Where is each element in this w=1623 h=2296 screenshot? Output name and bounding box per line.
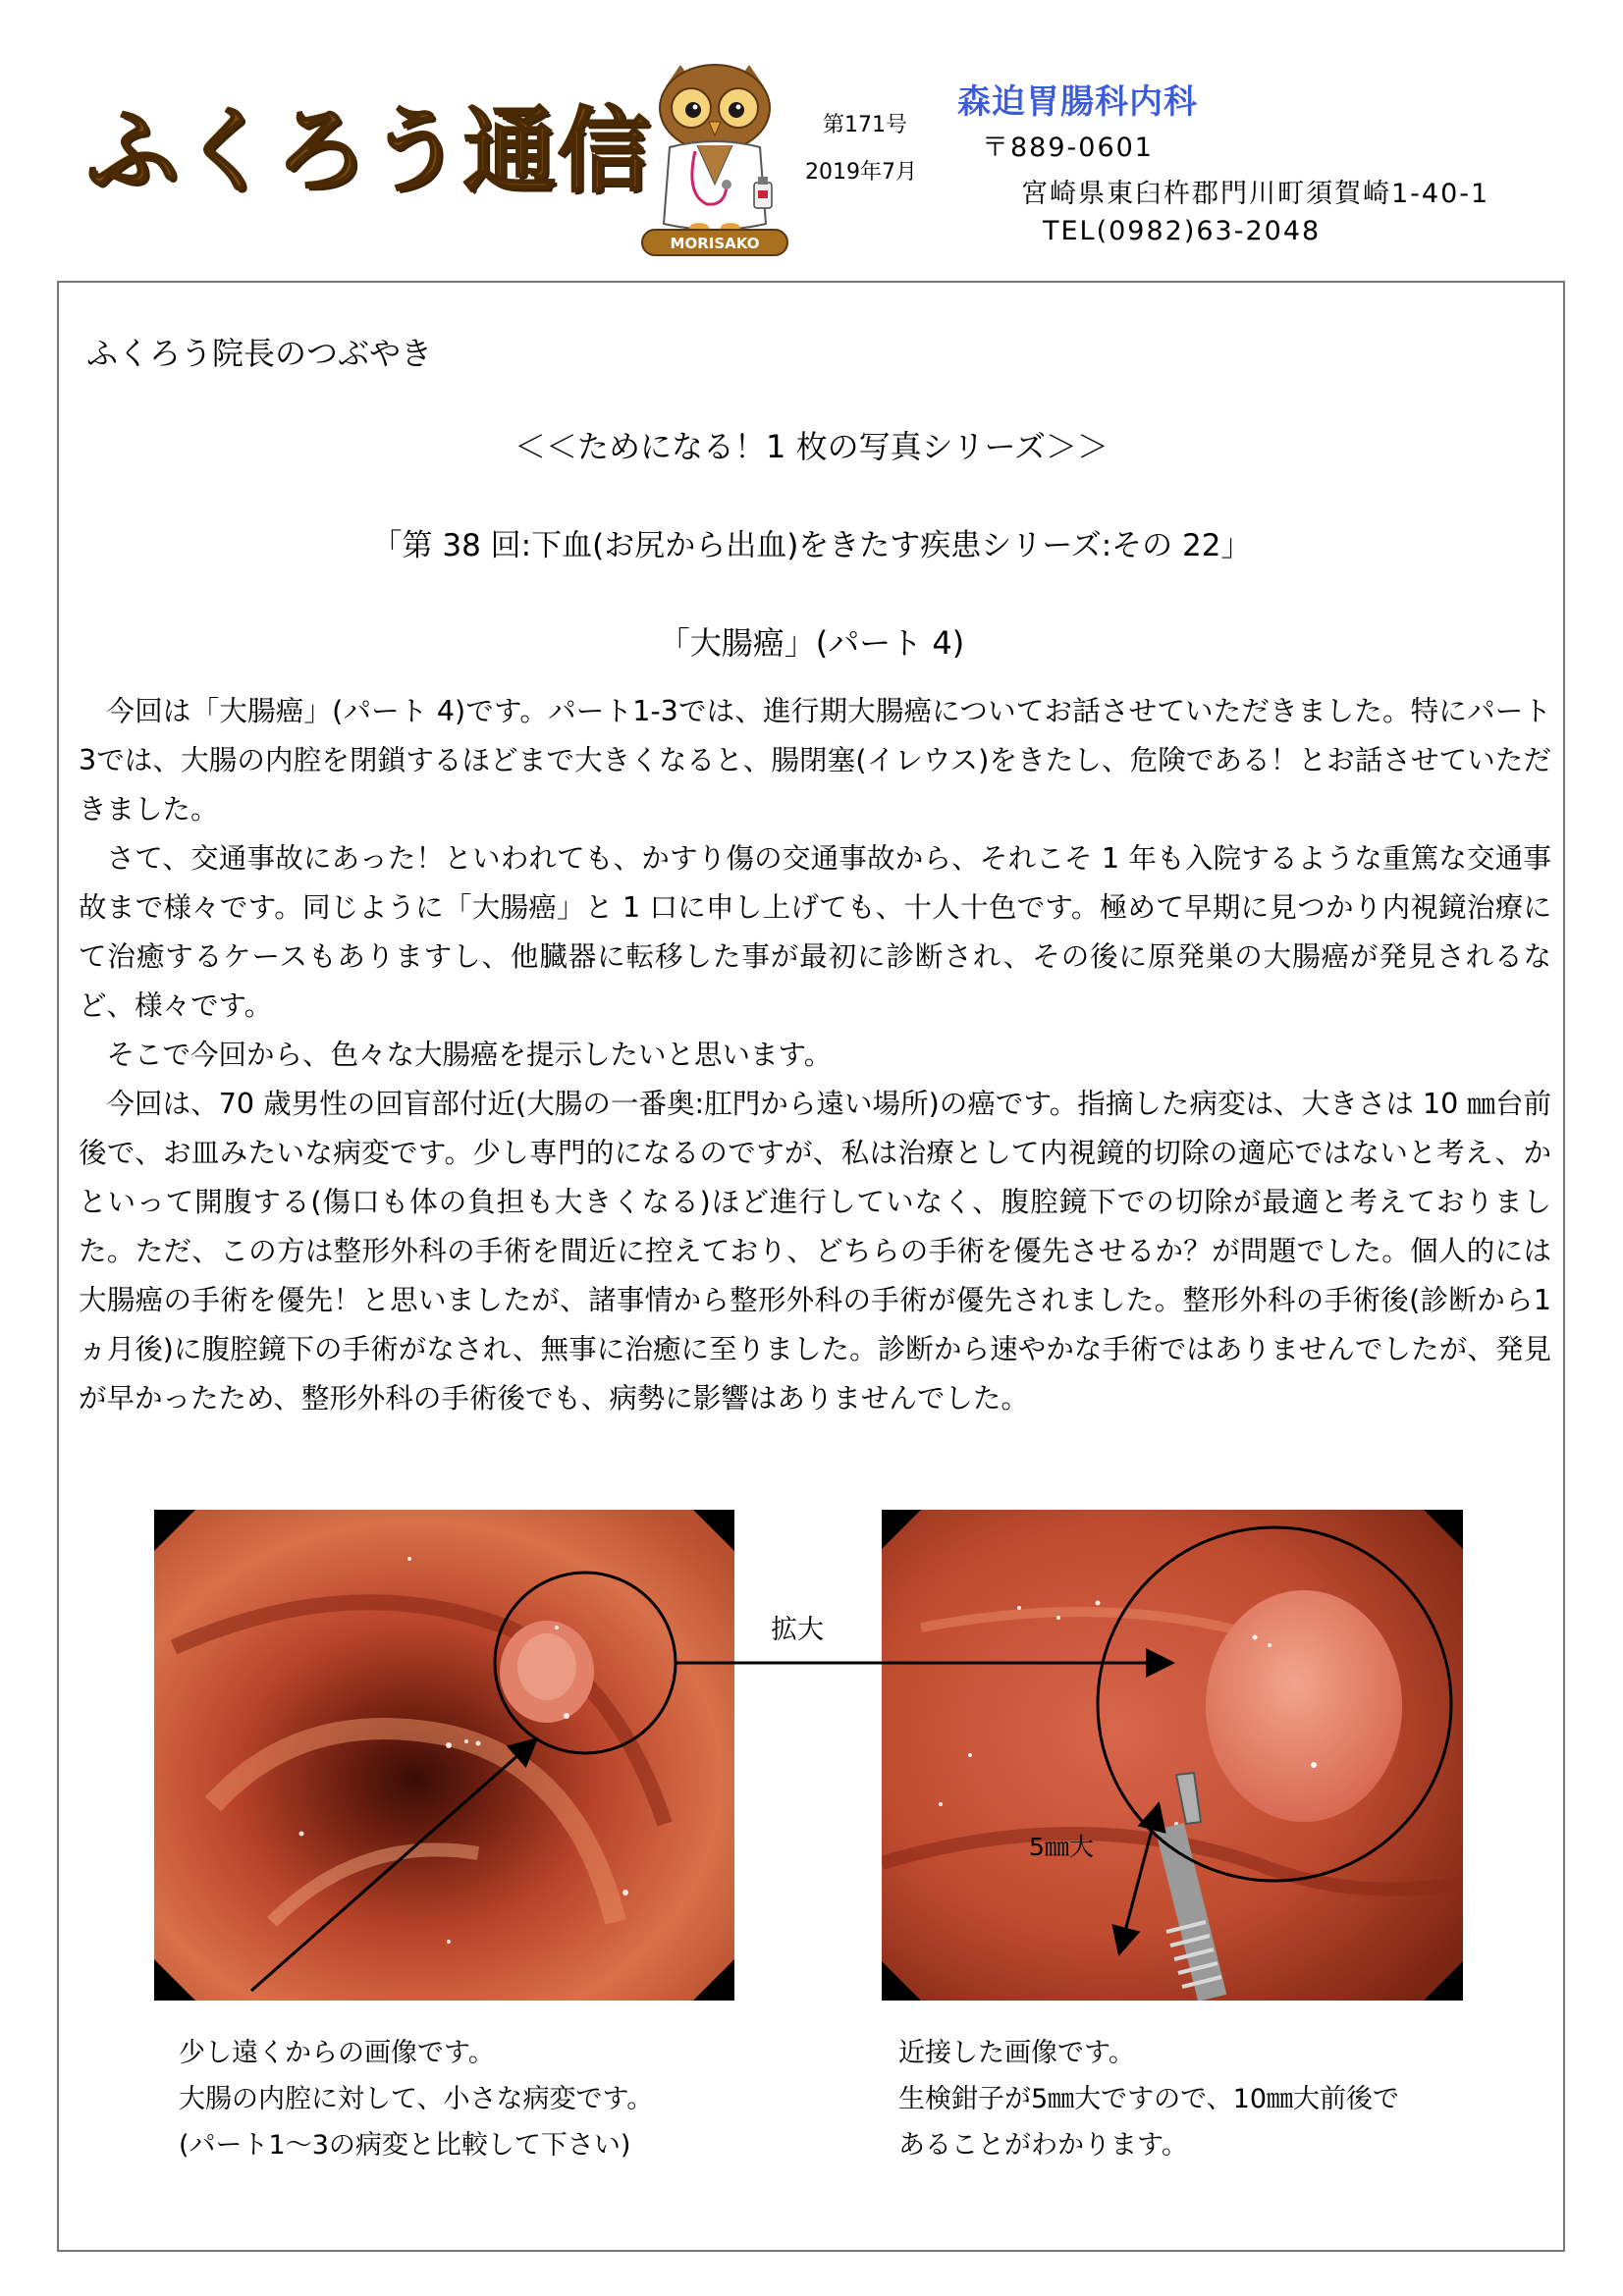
clinic-zip: 〒889-0601 [982, 133, 1154, 163]
paragraph: 今回は、70 歳男性の回盲部付近(大腸の一番奥:肛門から遠い場所)の癌です。指摘した病変は、大きさは 10 ㎜台前後で、お皿みたいな病変です。少し専門的になるのですが、私は治療として内視鏡的切除の適応ではないと考え、かといって開腹する(傷口も体の負担も大きくなる)ほど進行していなく、腹腔鏡下での切除が最適と考えておりました。ただ、この方は整形外科の手術を間近に控えており、どちらの手術を優先させるか？が問題でした。個人的には大腸癌の手術を優先！と思いましたが、諸事情から整形外科の手術が優先されました。整形外科の手術後(診断から1ヵ月後)に腹腔鏡下の手術がなされ、無事に治癒に至りました。診断から速やかな手術ではありませんでしたが、発見が早かったため、整形外科の手術後でも、病勢に影響はありませんでした。 [79, 1088, 1551, 1415]
caption-line: あることがわかります。 [898, 2130, 1188, 2161]
caption-line: 少し遠くからの画像です。 [179, 2038, 495, 2068]
series-title: ＜＜ためになる！1 枚の写真シリーズ＞＞ [514, 428, 1109, 465]
issue-number: 第171号 [823, 113, 907, 137]
paragraph: 今回は「大腸癌」(パート 4)です。パート1-3では、進行期大腸癌についてお話させていただきました。特にパート3では、大腸の内腔を閉鎖するほどまで大きくなると、腸閉塞(イレウス)をきたし、危険である！とお話させていただきました。 [79, 695, 1551, 826]
column-title: ふくろう院長のつぶやき [86, 335, 433, 372]
caption-line: 近接した画像です。 [898, 2038, 1135, 2068]
caption-line: (パート1～3の病変と比較して下さい) [179, 2130, 631, 2161]
endoscopy-photo-closeup [882, 1510, 1463, 2001]
endoscopy-photo-distant [154, 1510, 734, 2001]
caption-line: 生検鉗子が5㎜大ですので、10㎜大前後で [898, 2084, 1399, 2114]
issue-date: 2019年7月 [805, 160, 917, 185]
article-body [79, 687, 1551, 1423]
paragraph: さて、交通事故にあった！といわれても、かすり傷の交通事故から、それこそ 1 年も入院するような重篤な交通事故まで様々です。同じように「大腸癌」と 1 口に申し上げても、十人十色です。極めて早期に見つかり内視鏡治療にて治癒するケースもありますし、他臓器に転移した事が最初に診断され、その後に原発巣の大腸癌が発見されるなど、様々です。 [79, 842, 1551, 1022]
zoom-label: 拡大 [771, 1615, 824, 1645]
episode-title: 「第 38 回:下血(お尻から出血)をきたす疾患シリーズ:その 22」 [371, 528, 1252, 563]
clinic-phone: TEL(0982)63-2048 [1043, 216, 1322, 246]
caption-closeup [898, 2030, 1399, 2168]
newsletter-title: ふくろう通信 [86, 97, 653, 205]
caption-line: 大腸の内腔に対して、小さな病変です。 [179, 2084, 654, 2114]
paragraph: そこで今回から、色々な大腸癌を提示したいと思います。 [106, 1039, 833, 1071]
owl-mascot-icon [636, 57, 793, 258]
topic-title: 「大腸癌」(パート 4) [658, 624, 965, 662]
caption-distant [179, 2030, 653, 2168]
clinic-name: 森迫胃腸科内科 [957, 82, 1198, 122]
size-label: 5㎜大 [1029, 1833, 1094, 1861]
mascot-badge-text: MORISAKO [670, 235, 760, 252]
clinic-address: 宮崎県東臼杵郡門川町須賀崎1-40-1 [1021, 179, 1490, 209]
